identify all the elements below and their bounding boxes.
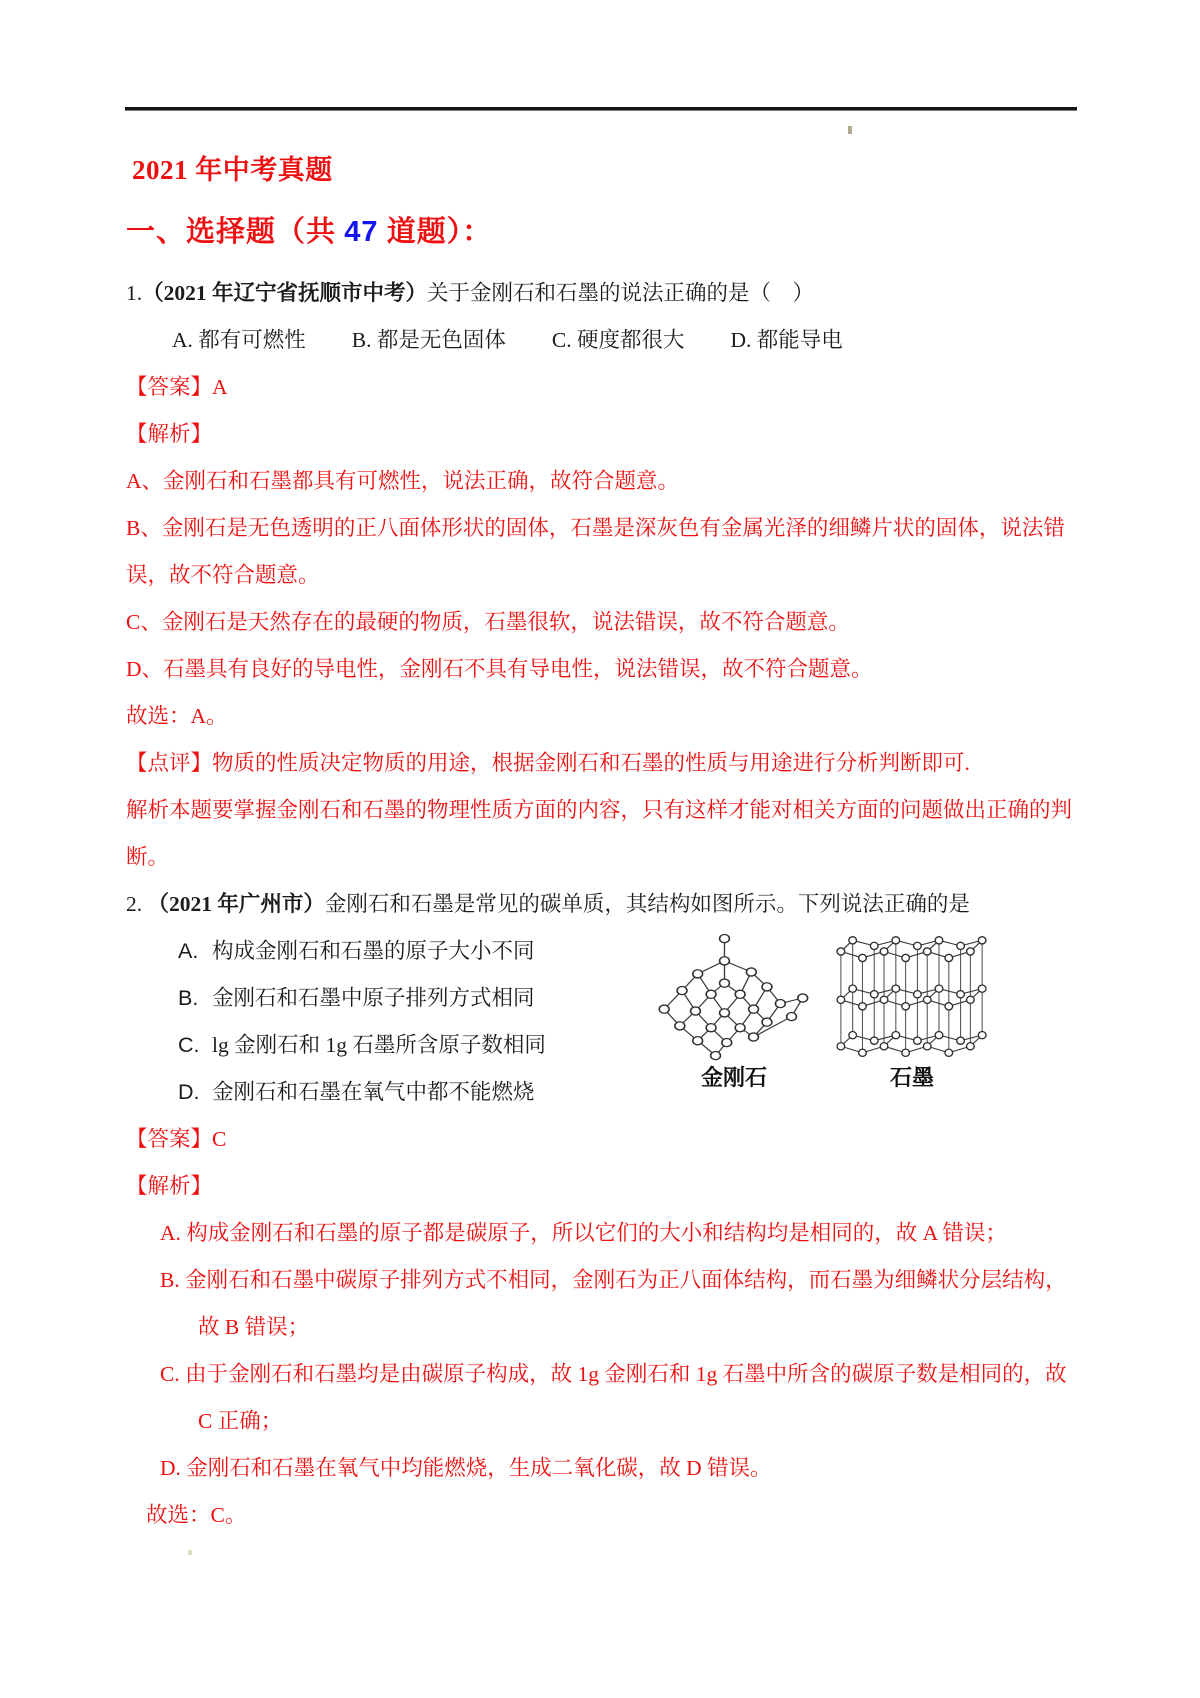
q1-analysis-a: A、金刚石和石墨都具有可燃性，说法正确，故符合题意。 [126,469,680,493]
q2-analysis-b: B. 金刚石和石墨中碳原子排列方式不相同，金刚石为正八面体结构，而石墨为细鳞状分层结构，故 B 错误； [160,1268,1067,1339]
q2-option-b-letter: B. [178,986,199,1010]
q1-source: （2021 年辽宁省抚顺市中考） [142,281,428,305]
q1-option-c: C. 硬度都很大 [551,328,685,352]
diamond-label: 金刚石 [700,1065,767,1090]
q1-analysis-d: D、石墨具有良好的导电性，金刚石不具有导电性，说法错误，故不符合题意。 [126,657,873,681]
q1-option-a: A. 都有可燃性 [172,328,306,352]
question-count: 47 [344,216,379,248]
q2-option-a-letter: A. [178,939,199,963]
q1-analysis-label: 【解析】 [126,422,213,446]
q2-stem-text: 金刚石和石墨是常见的碳单质，其结构如图所示。下列说法正确的是 [324,892,970,916]
q2-analysis-a: A. 构成金刚石和石墨的原子都是碳原子，所以它们的大小和结构均是相同的，故 A 错误； [160,1221,1007,1245]
diamond-figure [645,933,823,1091]
q1-number: 1. [126,281,143,305]
diamond-structure-image [653,933,815,1063]
q2-option-b-text: 金刚石和石墨中原子排列方式相同 [212,986,535,1010]
document-title: 2021 年中考真题 [132,155,333,185]
q1-answer: 【答案】A [126,375,228,399]
graphite-figure [829,931,995,1091]
q2-number: 2. [126,892,143,916]
document-content [126,0,1076,1539]
q2-option-a-text: 构成金刚石和石墨的原子大小不同 [212,939,535,963]
q1-stem [126,270,1076,317]
q1-option-b: B. 都是无色固体 [351,328,506,352]
q1-options-row [172,317,1076,364]
q2-analysis-label: 【解析】 [126,1174,213,1198]
graphite-label: 石墨 [889,1065,934,1090]
q1-conclusion: 故选：A。 [126,704,228,728]
graphite-structure-image [835,931,990,1063]
q2-analysis-d: D. 金刚石和石墨在氧气中均能燃烧，生成二氧化碳，故 D 错误。 [160,1456,772,1480]
q1-comment-2: 解析本题要掌握金刚石和石墨的物理性质方面的内容，只有这样才能对相关方面的问题做出正确的判断。 [126,798,1073,869]
q2-option-c-letter: C. [178,1033,200,1057]
q1-option-d: D. 都能导电 [730,328,843,352]
q2-structure-figure [645,931,1005,1151]
section-heading-pre: 一、选择题（共 [126,216,345,248]
q2-option-c-text: lg 金刚石和 1g 石墨所含原子数相同 [212,1033,546,1057]
q1-comment: 【点评】物质的性质决定物质的用途，根据金刚石和石墨的性质与用途进行分析判断即可. [126,751,970,775]
q2-answer: 【答案】C [126,1127,227,1151]
q2-block [126,881,1076,1116]
section-heading [126,215,1076,249]
section-heading-post: 道题）： [378,216,493,248]
q1-stem-text: 关于金刚石和石墨的说法正确的是（ ） [427,281,815,305]
q1-analysis-c: C、金刚石是天然存在的最硬的物质，石墨很软，说法错误，故不符合题意。 [126,610,850,634]
q2-analysis-c: C. 由于金刚石和石墨均是由碳原子构成，故 1g 金刚石和 1g 石墨中所含的碳原子数是相同的，故 C 正确； [160,1362,1067,1433]
q2-option-d-text: 金刚石和石墨在氧气中都不能燃烧 [212,1080,535,1104]
q2-stem [126,881,1076,928]
q1-analysis-b: B、金刚石是无色透明的正八面体形状的固体，石墨是深灰色有金属光泽的细鳞片状的固体，说法错误，故不符合题意。 [126,516,1065,587]
scan-artifact-dot [188,1550,192,1555]
q2-conclusion: 故选：C。 [146,1503,247,1527]
q2-option-d-letter: D. [178,1080,200,1104]
q2-source: （2021 年广州市） [147,892,325,916]
